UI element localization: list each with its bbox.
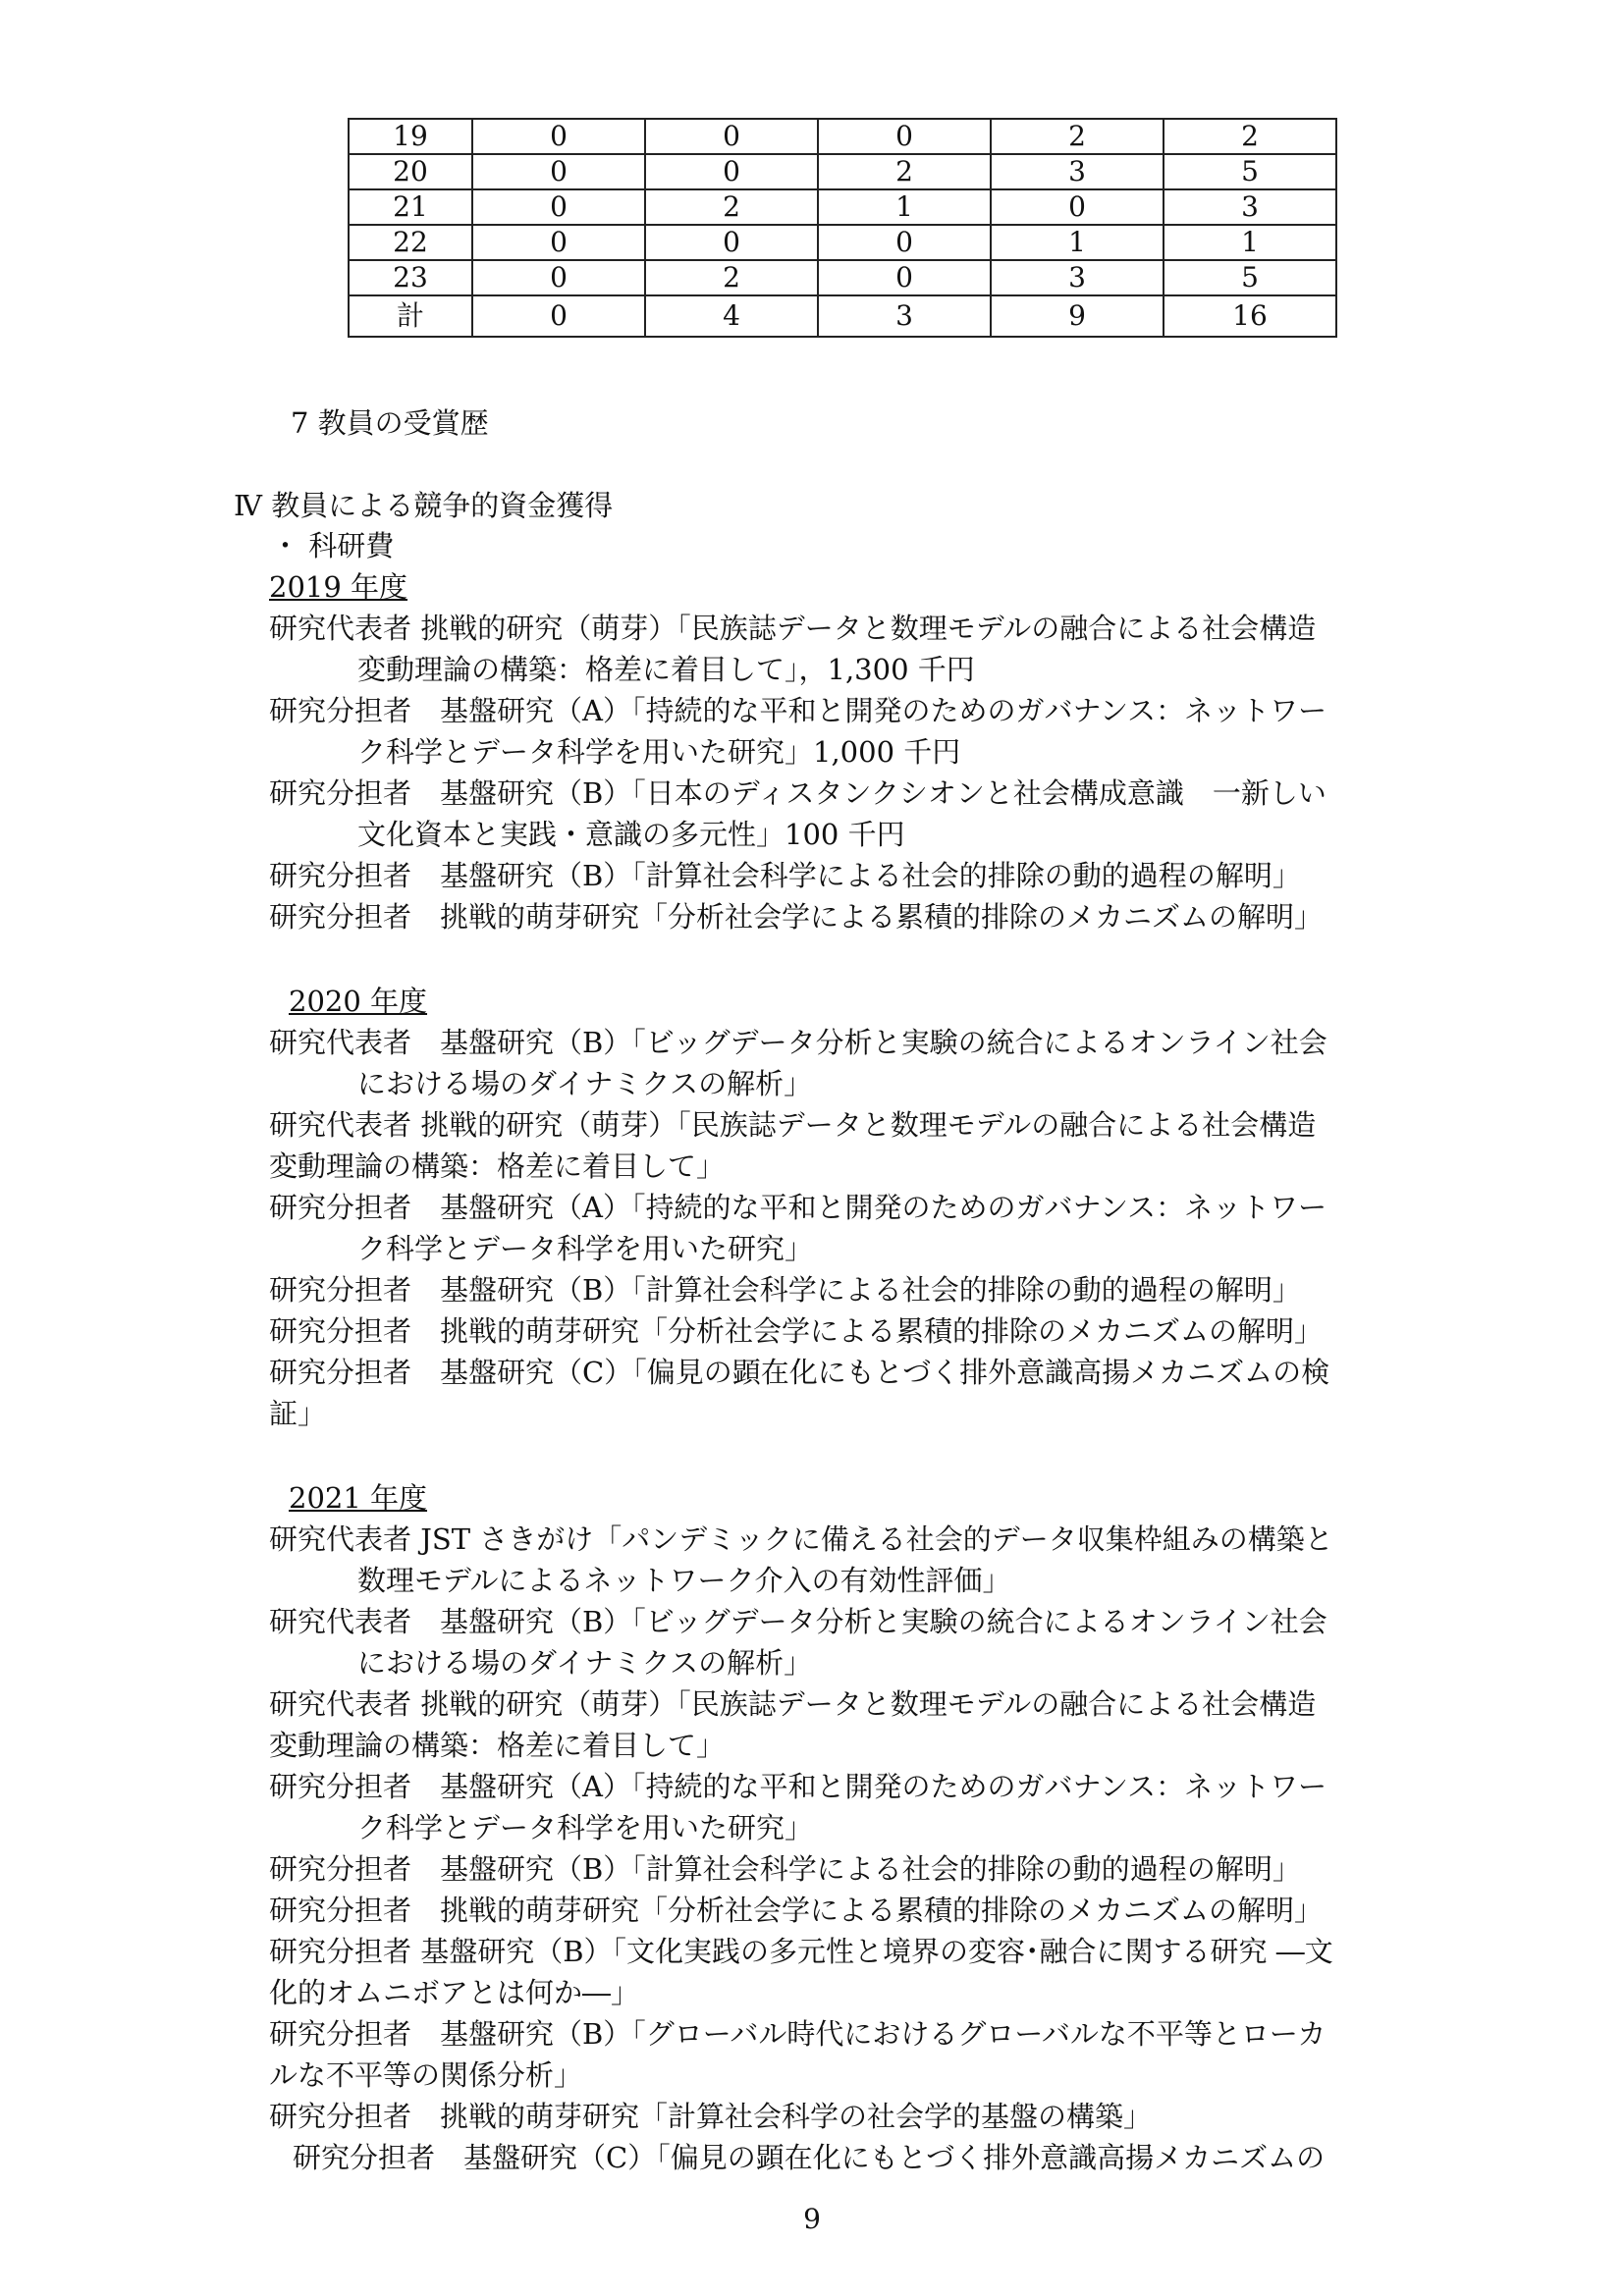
grant-line: ルな不平等の関係分析」 <box>269 2058 583 2092</box>
grant-line: 研究分担者 基盤研究（B）「計算社会科学による社会的排除の動的過程の解明」 <box>269 859 1301 892</box>
year-heading-2019: 2019 年度 <box>269 570 408 604</box>
grant-line: における場のダイナミクスの解析」 <box>357 1646 813 1680</box>
grant-line: 研究分担者 基盤研究（A）「持続的な平和と開発のためのガバナンス：ネットワー <box>269 1191 1327 1224</box>
year-heading-2021: 2021 年度 <box>289 1481 428 1515</box>
grant-line: における場のダイナミクスの解析」 <box>357 1067 813 1100</box>
grant-line: 研究代表者 挑戦的研究（萌芽）「民族誌データと数理モデルの融合による社会構造 <box>269 1687 1317 1721</box>
table-cell: 0 <box>472 260 645 295</box>
table-cell: 3 <box>991 154 1164 189</box>
table-cell: 3 <box>1164 189 1336 225</box>
table-row <box>349 260 1336 295</box>
table-cell: 0 <box>818 119 991 154</box>
table-cell: 0 <box>472 119 645 154</box>
table-row <box>349 154 1336 189</box>
table-cell: 1 <box>1164 225 1336 260</box>
table-cell: 2 <box>645 189 818 225</box>
grant-line: 研究代表者 挑戦的研究（萌芽）「民族誌データと数理モデルの融合による社会構造 <box>269 612 1317 645</box>
grant-line: 研究代表者 基盤研究（B）「ビッグデータ分析と実験の統合によるオンライン社会 <box>269 1605 1327 1638</box>
table-cell: 0 <box>991 189 1164 225</box>
table-row <box>349 225 1336 260</box>
grant-line: 研究分担者 基盤研究（B）「日本のディスタンクシオンと社会構成意識 一新しい <box>269 776 1326 810</box>
table-cell: 2 <box>991 119 1164 154</box>
table-cell: 16 <box>1164 295 1336 337</box>
table-row <box>349 189 1336 225</box>
table-cell: 2 <box>1164 119 1336 154</box>
table-cell: 22 <box>349 225 472 260</box>
table-cell: 0 <box>472 189 645 225</box>
grant-line: 研究代表者 JST さきがけ「パンデミックに備える社会的データ収集枠組みの構築と <box>269 1522 1333 1556</box>
grant-line: 変動理論の構築：格差に着目して」 <box>269 1149 726 1183</box>
grant-line: 研究分担者 挑戦的萌芽研究「分析社会学による累積的排除のメカニズムの解明」 <box>269 1894 1324 1927</box>
grant-line: 研究分担者 基盤研究（B）「文化実践の多元性と境界の変容･融合に関する研究 ―文 <box>269 1935 1333 1968</box>
table-cell: 5 <box>1164 154 1336 189</box>
table-cell: 2 <box>645 260 818 295</box>
table-cell: 0 <box>472 154 645 189</box>
section-heading-funding: Ⅳ 教員による競争的資金獲得 <box>234 489 614 522</box>
table-cell: 0 <box>645 225 818 260</box>
grant-line: 文化資本と実践・意識の多元性」100 千円 <box>357 818 905 851</box>
grant-line: 研究代表者 挑戦的研究（萌芽）「民族誌データと数理モデルの融合による社会構造 <box>269 1108 1317 1142</box>
table-cell: 0 <box>645 154 818 189</box>
grant-line: 化的オムニボアとは何か―」 <box>269 1976 640 2009</box>
grant-line: 数理モデルによるネットワーク介入の有効性評価」 <box>357 1564 1011 1597</box>
subsection-kakenhi: ・ 科研費 <box>271 529 395 562</box>
table-cell: 3 <box>991 260 1164 295</box>
table-cell: 0 <box>472 225 645 260</box>
grant-line: ク科学とデータ科学を用いた研究」1,000 千円 <box>357 735 961 769</box>
grant-line: 変動理論の構築：格差に着目して」 <box>269 1729 726 1762</box>
table-cell: 0 <box>645 119 818 154</box>
table-cell: 計 <box>349 295 472 337</box>
grant-line: 研究分担者 基盤研究（A）「持続的な平和と開発のためのガバナンス：ネットワー <box>269 1770 1327 1803</box>
table-cell: 0 <box>472 295 645 337</box>
grant-line: 研究分担者 基盤研究（A）「持続的な平和と開発のためのガバナンス：ネットワー <box>269 694 1327 727</box>
table-cell: 5 <box>1164 260 1336 295</box>
table-cell: 1 <box>818 189 991 225</box>
grant-line: 研究分担者 挑戦的萌芽研究「計算社会科学の社会学的基盤の構築」 <box>269 2100 1153 2133</box>
grant-line: 研究分担者 基盤研究（B）「計算社会科学による社会的排除の動的過程の解明」 <box>269 1852 1301 1886</box>
table-cell: 21 <box>349 189 472 225</box>
summary-table <box>348 118 1337 338</box>
table-cell: 19 <box>349 119 472 154</box>
table-cell: 20 <box>349 154 472 189</box>
table-cell: 1 <box>991 225 1164 260</box>
table-cell: 0 <box>818 260 991 295</box>
grant-line: 研究分担者 挑戦的萌芽研究「分析社会学による累積的排除のメカニズムの解明」 <box>269 1314 1324 1348</box>
table-cell: 2 <box>818 154 991 189</box>
page-number: 9 <box>803 2203 821 2235</box>
grant-line: 証」 <box>269 1397 327 1430</box>
grant-line: ク科学とデータ科学を用いた研究」 <box>357 1232 814 1265</box>
grant-line: 研究分担者 基盤研究（B）「グローバル時代におけるグローバルな不平等とローカ <box>269 2017 1326 2051</box>
table-cell: 23 <box>349 260 472 295</box>
grant-line: 研究分担者 基盤研究（C）「偏見の顕在化にもとづく排外意識高揚メカニズムの検 <box>269 1356 1330 1389</box>
section-heading-awards: 7 教員の受賞歴 <box>291 406 489 440</box>
table-row <box>349 119 1336 154</box>
table-total-row <box>349 295 1336 337</box>
grant-line: 研究分担者 挑戦的萌芽研究「分析社会学による累積的排除のメカニズムの解明」 <box>269 900 1324 934</box>
table-cell: 4 <box>645 295 818 337</box>
grant-line: 研究分担者 基盤研究（C）「偏見の顕在化にもとづく排外意識高揚メカニズムの <box>293 2141 1326 2174</box>
grant-line: 研究分担者 基盤研究（B）「計算社会科学による社会的排除の動的過程の解明」 <box>269 1273 1301 1307</box>
grant-line: 変動理論の構築：格差に着目して」，1,300 千円 <box>357 653 975 686</box>
grant-line: 研究代表者 基盤研究（B）「ビッグデータ分析と実験の統合によるオンライン社会 <box>269 1026 1327 1059</box>
table-cell: 9 <box>991 295 1164 337</box>
year-heading-2020: 2020 年度 <box>289 985 428 1018</box>
grant-line: ク科学とデータ科学を用いた研究」 <box>357 1811 814 1844</box>
table-cell: 0 <box>818 225 991 260</box>
table-cell: 3 <box>818 295 991 337</box>
